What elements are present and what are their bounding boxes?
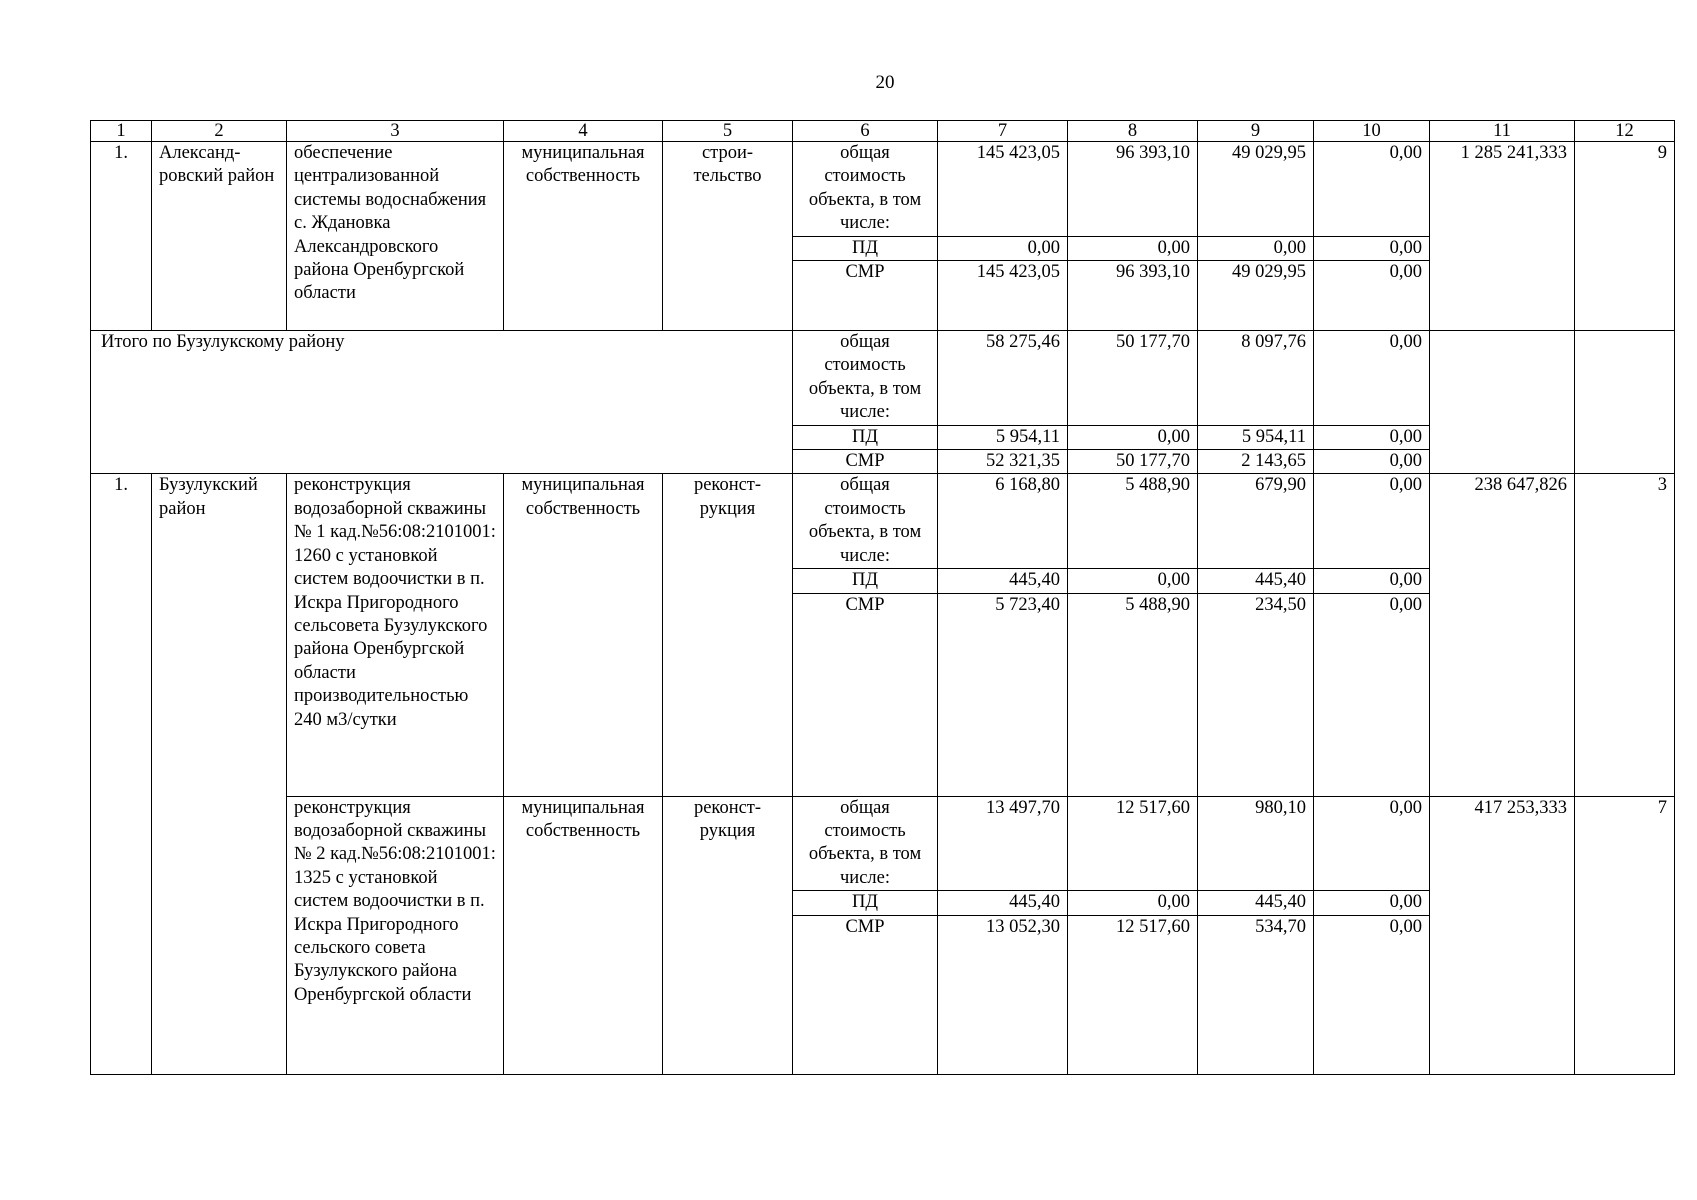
table-row <box>91 796 1675 891</box>
district-name: Александ-ровский район <box>152 142 287 331</box>
column-number: 8 <box>1068 121 1198 142</box>
pd-label: ПД <box>793 569 938 593</box>
pd-label: ПД <box>793 236 938 260</box>
empty-cell <box>1575 331 1675 474</box>
value-cell: 534,70 <box>1198 915 1314 1074</box>
pd-label: ПД <box>793 891 938 915</box>
table-row <box>91 331 1675 426</box>
value-cell: 5 488,90 <box>1068 474 1198 569</box>
value-cell: 0,00 <box>1314 915 1430 1074</box>
value-cell: 5 488,90 <box>1068 593 1198 796</box>
column-number: 12 <box>1575 121 1675 142</box>
value-cell: 6 168,80 <box>938 474 1068 569</box>
value-cell: 13 497,70 <box>938 796 1068 891</box>
value-cell: 0,00 <box>1314 331 1430 426</box>
value-cell: 8 097,76 <box>1198 331 1314 426</box>
ownership: муниципальная собственность <box>504 142 663 331</box>
investment-table <box>90 120 1675 1075</box>
value-cell: 0,00 <box>1068 425 1198 449</box>
work-type: строи-тельство <box>663 142 793 331</box>
value-cell: 0,00 <box>1314 593 1430 796</box>
value-cell: 234,50 <box>1198 593 1314 796</box>
value-cell: 0,00 <box>1314 236 1430 260</box>
value-cell: 58 275,46 <box>938 331 1068 426</box>
row-number: 1. <box>91 474 152 1074</box>
smr-label: СМР <box>793 450 938 474</box>
column-11-value: 417 253,333 <box>1430 796 1575 1074</box>
value-cell: 5 723,40 <box>938 593 1068 796</box>
value-cell: 0,00 <box>1314 425 1430 449</box>
object-name: обеспечение централизованной системы водоснабжения с. Ждановка Александровского района Оренбургской области <box>287 142 504 331</box>
column-number: 1 <box>91 121 152 142</box>
column-number: 7 <box>938 121 1068 142</box>
value-cell: 2 143,65 <box>1198 450 1314 474</box>
value-cell: 0,00 <box>1068 891 1198 915</box>
value-cell: 0,00 <box>1314 450 1430 474</box>
page-number: 20 <box>875 72 895 93</box>
table-row <box>91 474 1675 569</box>
value-cell: 0,00 <box>938 236 1068 260</box>
value-cell: 0,00 <box>1068 569 1198 593</box>
value-cell: 0,00 <box>1068 236 1198 260</box>
ownership: муниципальная собственность <box>504 796 663 1074</box>
row-number: 1. <box>91 142 152 331</box>
column-12-value: 7 <box>1575 796 1675 1074</box>
value-cell: 12 517,60 <box>1068 796 1198 891</box>
value-cell: 0,00 <box>1314 142 1430 237</box>
work-type: реконст-рукция <box>663 796 793 1074</box>
smr-label: СМР <box>793 915 938 1074</box>
value-cell: 679,90 <box>1198 474 1314 569</box>
value-cell: 445,40 <box>938 569 1068 593</box>
column-number: 4 <box>504 121 663 142</box>
column-11-value: 238 647,826 <box>1430 474 1575 796</box>
value-cell: 145 423,05 <box>938 142 1068 237</box>
value-cell: 980,10 <box>1198 796 1314 891</box>
column-number: 5 <box>663 121 793 142</box>
value-cell: 445,40 <box>938 891 1068 915</box>
value-cell: 49 029,95 <box>1198 261 1314 331</box>
value-cell: 5 954,11 <box>938 425 1068 449</box>
column-12-value: 3 <box>1575 474 1675 796</box>
ownership: муниципальная собственность <box>504 474 663 796</box>
column-number: 9 <box>1198 121 1314 142</box>
column-number-row <box>91 121 1675 142</box>
column-number: 10 <box>1314 121 1430 142</box>
smr-label: СМР <box>793 261 938 331</box>
value-cell: 145 423,05 <box>938 261 1068 331</box>
value-cell: 0,00 <box>1314 796 1430 891</box>
pd-label: ПД <box>793 425 938 449</box>
object-name: реконструкция водозаборной скважины № 1 кад.№56:08:2101001: 1260 с установкой систем водоочистки в п. Искра Пригородного сельсовета Бузулукского района Оренбургской области производительностью 240 м3/сутки <box>287 474 504 796</box>
value-cell: 0,00 <box>1314 261 1430 331</box>
total-cost-label: общая стоимость объекта, в том числе: <box>793 142 938 237</box>
object-name: реконструкция водозаборной скважины № 2 кад.№56:08:2101001: 1325 с установкой систем водоочистки в п. Искра Пригородного сельского совета Бузулукского района Оренбургской области <box>287 796 504 1074</box>
value-cell: 0,00 <box>1198 236 1314 260</box>
total-cost-label: общая стоимость объекта, в том числе: <box>793 796 938 891</box>
value-cell: 445,40 <box>1198 891 1314 915</box>
value-cell: 445,40 <box>1198 569 1314 593</box>
table-row <box>91 142 1675 237</box>
value-cell: 50 177,70 <box>1068 450 1198 474</box>
value-cell: 0,00 <box>1314 569 1430 593</box>
value-cell: 13 052,30 <box>938 915 1068 1074</box>
work-type: реконст-рукция <box>663 474 793 796</box>
column-12-value: 9 <box>1575 142 1675 331</box>
smr-label: СМР <box>793 593 938 796</box>
district-name: Бузулукский район <box>152 474 287 1074</box>
total-cost-label: общая стоимость объекта, в том числе: <box>793 474 938 569</box>
subtotal-label: Итого по Бузулукскому району <box>91 331 793 474</box>
value-cell: 50 177,70 <box>1068 331 1198 426</box>
total-cost-label: общая стоимость объекта, в том числе: <box>793 331 938 426</box>
column-11-value: 1 285 241,333 <box>1430 142 1575 331</box>
value-cell: 12 517,60 <box>1068 915 1198 1074</box>
value-cell: 96 393,10 <box>1068 261 1198 331</box>
value-cell: 52 321,35 <box>938 450 1068 474</box>
column-number: 11 <box>1430 121 1575 142</box>
column-number: 3 <box>287 121 504 142</box>
column-number: 2 <box>152 121 287 142</box>
column-number: 6 <box>793 121 938 142</box>
value-cell: 0,00 <box>1314 474 1430 569</box>
value-cell: 49 029,95 <box>1198 142 1314 237</box>
value-cell: 5 954,11 <box>1198 425 1314 449</box>
value-cell: 96 393,10 <box>1068 142 1198 237</box>
empty-cell <box>1430 331 1575 474</box>
value-cell: 0,00 <box>1314 891 1430 915</box>
